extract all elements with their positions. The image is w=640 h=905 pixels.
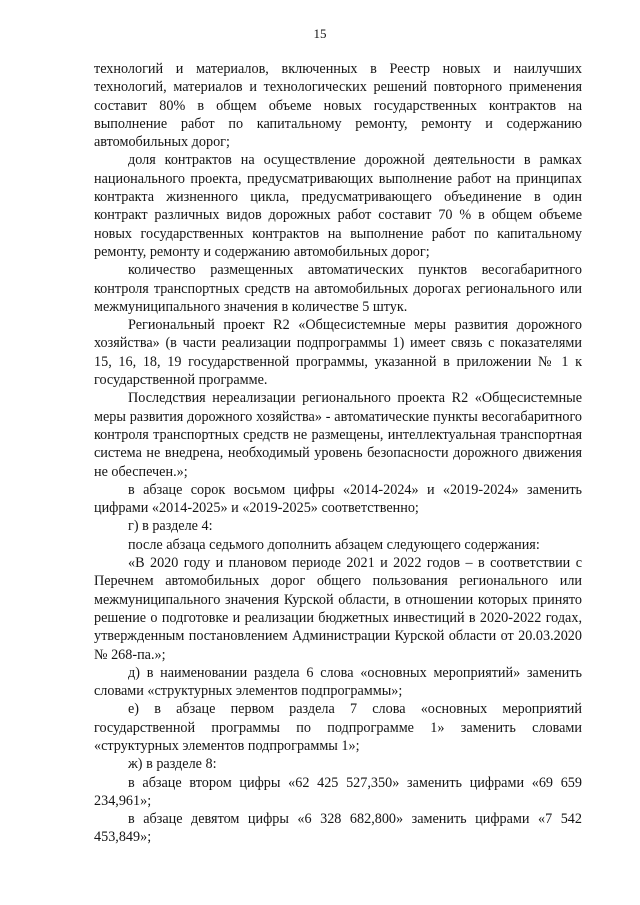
paragraph: Последствия нереализации регионального проекта R2 «Общесистемные меры развития дорожного хозяйства» - автоматические пункты весогабаритного контроля транспортных средств не размещены, интеллектуальная транспортная система не внедрена, необходимый уровень безопасности дорожного движения не обеспечен.»; — [94, 390, 582, 480]
paragraph: г) в разделе 4: — [128, 518, 213, 535]
page-number: 15 — [313, 26, 327, 41]
paragraph: ж) в разделе 8: — [128, 756, 217, 773]
paragraph: д) в наименовании раздела 6 слова «основных мероприятий» заменить словами «структурных элементов подпрограммы»; — [94, 664, 582, 700]
paragraph: после абзаца седьмого дополнить абзацем следующего содержания: — [128, 536, 540, 553]
paragraph: в абзаце сорок восьмом цифры «2014-2024» и «2019-2024» заменить цифрами «2014-2025» и «2019-2025» соответственно; — [94, 481, 582, 517]
paragraph: е) в абзаце первом раздела 7 слова «основных мероприятий государственной программы по подпрограмме 1» заменить словами «структурных элементов подпрограммы 1»; — [94, 701, 582, 754]
document-body — [94, 60, 582, 847]
paragraph: в абзаце втором цифры «62 425 527,350» заменить цифрами «69 659 234,961»; — [94, 774, 582, 809]
paragraph: количество размещенных автоматических пунктов весогабаритного контроля транспортных средств на автомобильных дорогах регионального или межмуниципального значения в количестве 5 штук. — [94, 262, 582, 315]
paragraph-continuation: технологий и материалов, включенных в Реестр новых и наилучших технологий, материалов и технологических решений повторного применения составит 80% в общем объеме новых государственных контрактов на выполнение работ по капитальному ремонту, ремонту и содержанию автомобильных дорог; — [94, 61, 582, 151]
paragraph: Региональный проект R2 «Общесистемные меры развития дорожного хозяйства» (в части реализации подпрограммы 1) имеет связь с показателями 15, 16, 18, 19 государственной программы, указанной в приложении № 1 к государственной программе. — [94, 317, 582, 389]
paragraph: доля контрактов на осуществление дорожной деятельности в рамках национального проекта, предусматривающих выполнение работ на принципах контракта жизненного цикла, предусматривающего объединение в один контракт различных видов дорожных работ составит 70 % в общем объеме новых государственных контрактов на выполнение работ по капитальному ремонту, ремонту и содержанию автомобильных дорог; — [94, 152, 582, 260]
paragraph: «В 2020 году и плановом периоде 2021 и 2022 годов – в соответствии с Перечнем автомобильных дорог общего пользования регионального или межмуниципального значения Курской области, в отношении которых принято решение о подготовке и реализации бюджетных инвестиций в 2020-2022 годах, утвержденным постановлением Администрации Курской области от 20.03.2020 № 268-па.»; — [94, 555, 582, 663]
paragraph: в абзаце девятом цифры «6 328 682,800» заменить цифрами «7 542 453,849»; — [94, 811, 582, 846]
